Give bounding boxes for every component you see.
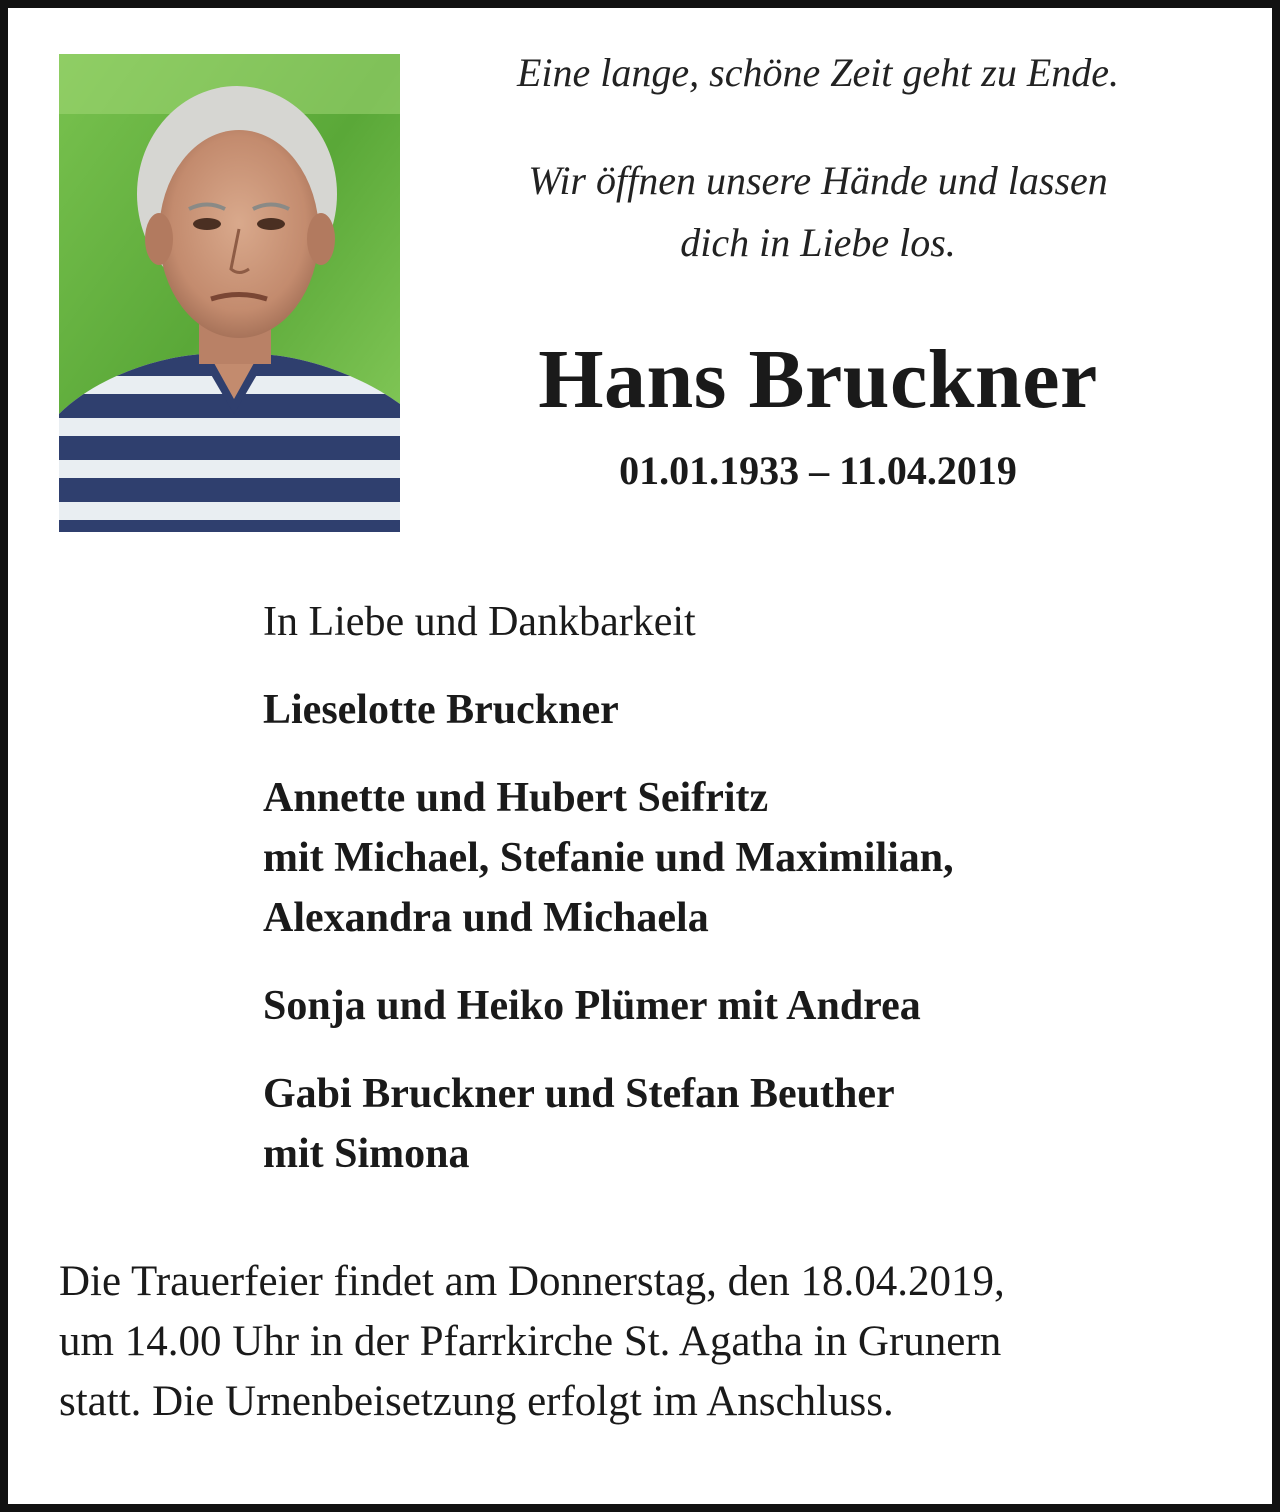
service-line: um 14.00 Uhr in der Pfarrkirche St. Agatha in Grunern bbox=[59, 1318, 1002, 1365]
quote-line-1: Eine lange, schöne Zeit geht zu Ende. bbox=[516, 50, 1120, 95]
quote-lines bbox=[418, 150, 1218, 274]
life-dates: 01.01.1933 – 11.04.2019 bbox=[619, 448, 1017, 493]
mourner-group bbox=[263, 680, 1223, 740]
portrait-photo bbox=[59, 54, 400, 532]
mourner-line: Lieselotte Bruckner bbox=[263, 687, 619, 733]
mourner-line: Gabi Bruckner und Stefan Beuther bbox=[263, 1071, 895, 1117]
mourner-group bbox=[263, 768, 1223, 948]
service-line: Die Trauerfeier findet am Donnerstag, den 18.04.2019, bbox=[59, 1258, 1005, 1305]
mourner-line: mit Simona bbox=[263, 1131, 470, 1177]
mourner-line: mit Michael, Stefanie und Maximilian, bbox=[263, 835, 954, 881]
mourner-group bbox=[263, 976, 1223, 1036]
mourner-line: Alexandra und Michaela bbox=[263, 895, 709, 941]
mourner-line: Sonja und Heiko Plümer mit Andrea bbox=[263, 983, 921, 1029]
mourners-intro: In Liebe und Dankbarkeit bbox=[263, 599, 696, 645]
deceased-name: Hans Bruckner bbox=[538, 333, 1098, 426]
quote-line-2: Wir öffnen unsere Hände und lassen bbox=[528, 158, 1108, 203]
funeral-service-info bbox=[59, 1252, 1249, 1432]
mourner-group bbox=[263, 1064, 1223, 1184]
mourners-list bbox=[263, 592, 1223, 1212]
quote-line-3: dich in Liebe los. bbox=[680, 220, 956, 265]
mourner-line: Annette und Hubert Seifritz bbox=[263, 775, 769, 821]
service-line: statt. Die Urnenbeisetzung erfolgt im Anschluss. bbox=[59, 1378, 894, 1425]
